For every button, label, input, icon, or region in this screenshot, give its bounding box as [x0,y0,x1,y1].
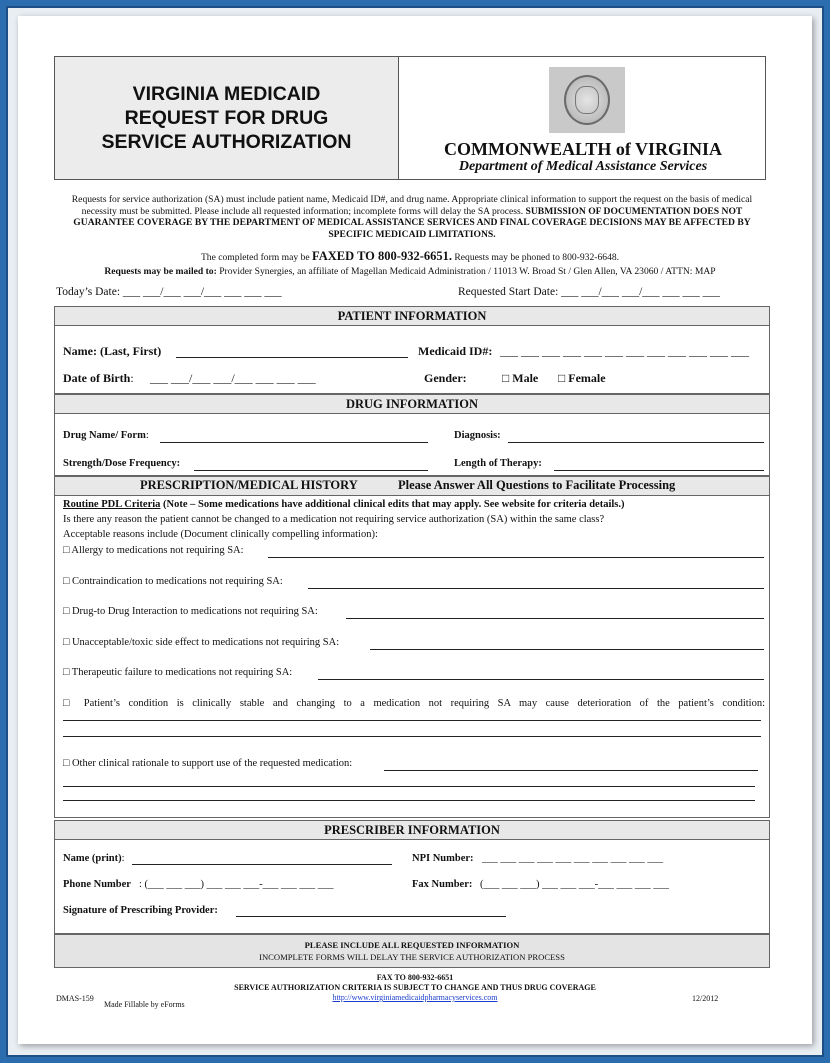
drug-name-label [63,430,149,441]
phone-input[interactable]: : (___ ___ ___) ___ ___ ___-___ ___ ___ ___ [139,879,334,890]
title-line-3: SERVICE AUTHORIZATION [101,131,352,153]
therapy-length-label: Length of Therapy: [454,458,542,469]
form-id: DMAS-159 [56,994,94,1003]
dob-input[interactable]: ___ ___/___ ___/___ ___ ___ ___ [150,371,316,385]
npi-input[interactable]: ___ ___ ___ ___ ___ ___ ___ ___ ___ ___ [482,853,664,864]
history-heading-right: Please Answer All Questions to Facilitate Processing [398,478,676,492]
form-header [54,56,766,180]
footer-notice [54,934,770,968]
female-checkbox[interactable]: □ Female [558,371,606,385]
footer-line-1: PLEASE INCLUDE ALL REQUESTED INFORMATION [304,940,520,950]
intro-text: Requests for service authorization (SA) must include patient name, Medicaid ID#, and drug name. Appropriate clinical information to support the request on the basis of medical necessity must be submitted. Please include all requested information; incomplete forms will delay the SA process. [71,194,753,217]
drug-interaction-input[interactable] [346,618,764,619]
prescriber-name-colon: : [121,853,125,864]
footer-fax: FAX TO 800-932-6651 [376,973,454,982]
org-name: COMMONWEALTH of VIRGINIA [443,139,723,159]
prescriber-name-input[interactable] [132,864,392,865]
therapeutic-failure-input[interactable] [318,679,764,680]
history-heading-left: PRESCRIPTION/MEDICAL HISTORY [140,478,358,492]
diagnosis-input[interactable] [508,442,764,443]
department-name: Department of Medical Assistance Services [458,159,708,174]
phone-label: Phone Number [63,879,131,890]
gender-label: Gender: [424,371,467,385]
fax-number: FAXED TO 800-932-6651. [312,249,452,263]
patient-name-input[interactable] [176,357,408,358]
footer-line-2: INCOMPLETE FORMS WILL DELAY THE SERVICE AUTHORIZATION PROCESS [259,952,565,962]
prescriber-heading: PRESCRIBER INFORMATION [54,820,770,840]
fax-prefix: The completed form may be [200,252,310,263]
fax-line [54,249,766,264]
medicaid-id-input[interactable]: ___ ___ ___ ___ ___ ___ ___ ___ ___ ___ ___ ___ [500,344,749,358]
diagnosis-label: Diagnosis: [454,430,501,441]
pdl-criteria-note: (Note – Some medications have additional clinical edits that may apply. See website for criteria details.) [160,499,625,510]
title-line-1: VIRGINIA MEDICAID [132,83,321,105]
strength-input[interactable] [194,470,428,471]
title-line-2: REQUEST FOR DRUG [124,107,329,129]
allergy-input[interactable] [268,557,764,558]
fax-input[interactable]: (___ ___ ___) ___ ___ ___-___ ___ ___ ___ [480,879,669,890]
mail-line [54,266,766,277]
npi-label: NPI Number: [412,853,474,864]
pdl-criteria-title: Routine PDL Criteria [63,499,161,510]
drug-name-input[interactable] [160,442,428,443]
drug-name-colon: : [145,430,149,441]
stable-condition-input-2[interactable] [63,736,761,737]
therapy-length-input[interactable] [554,470,764,471]
prescriber-name-label-text: Name (print) [63,853,122,864]
mail-address: Provider Synergies, an affiliate of Magellan Medicaid Administration / 11013 W. Broad St / Glen Allen, VA 23060 / ATTN: MAP [219,266,716,277]
website-link-text[interactable]: http://www.virginiamedicaidpharmacyservices.com [332,993,498,1002]
dob-colon: : [130,371,134,385]
dob-label [63,371,134,386]
patient-heading: PATIENT INFORMATION [54,306,770,326]
stable-condition-input-1[interactable] [63,720,761,721]
fax-label: Fax Number: [412,879,473,890]
todays-date-field[interactable]: Today’s Date: ___ ___/___ ___/___ ___ ___ ___ [56,286,282,298]
contraindication-checkbox[interactable]: □ Contraindication to medications not requiring SA: [63,576,283,587]
prescriber-name-label [63,853,125,864]
mail-label: Requests may be mailed to: [104,266,217,277]
drug-heading: DRUG INFORMATION [54,394,770,414]
other-rationale-input-1[interactable] [384,770,758,771]
reason-question: Is there any reason the patient cannot be changed to a medication not requiring service authorization (SA) within the same class? [63,514,605,525]
intro-paragraph [62,194,762,240]
patient-name-label: Name: (Last, First) [63,344,162,358]
signature-input[interactable] [236,916,506,917]
footer-criteria: SERVICE AUTHORIZATION CRITERIA IS SUBJECT TO CHANGE AND THUS DRUG COVERAGE [234,983,596,992]
other-rationale-input-2[interactable] [63,786,755,787]
phone-line: Requests may be phoned to 800-932-6648. [454,252,620,263]
made-fillable: Made Fillable by eForms [104,1000,185,1009]
side-effect-checkbox[interactable]: □ Unacceptable/toxic side effect to medications not requiring SA: [63,637,340,648]
form-page [18,16,812,1044]
state-seal-icon [549,67,625,133]
form-date: 12/2012 [692,994,719,1003]
drug-name-label-text: Drug Name/ Form [63,430,146,441]
dob-label-text: Date of Birth [63,371,131,385]
male-checkbox[interactable]: □ Male [502,371,539,385]
other-rationale-input-3[interactable] [63,800,755,801]
medicaid-id-label: Medicaid ID#: [418,344,493,358]
strength-label: Strength/Dose Frequency: [63,458,181,469]
form-title [55,57,399,179]
pdl-criteria-line [63,499,625,510]
requested-start-date-field[interactable]: Requested Start Date: ___ ___/___ ___/___ ___ ___ ___ [458,286,720,298]
other-rationale-checkbox[interactable]: □ Other clinical rationale to support use of the requested medication: [63,758,353,769]
therapeutic-failure-checkbox[interactable]: □ Therapeutic failure to medications not requiring SA: [63,667,293,678]
drug-interaction-checkbox[interactable]: □ Drug-to Drug Interaction to medications not requiring SA: [63,606,318,617]
intro-disclaimer: SUBMISSION OF DOCUMENTATION DOES NOT GUARANTEE COVERAGE BY THE DEPARTMENT OF MEDICAL ASSISTANCE SERVICES AND FINAL COVERAGE DECISIONS MAY BE AFFECTED BY SPECIFIC MEDICAID LIMITATIONS. [73,205,751,240]
contraindication-input[interactable] [308,588,764,589]
side-effect-input[interactable] [370,649,764,650]
stable-condition-checkbox[interactable]: □ Patient’s condition is clinically stable and changing to a medication not requiring SA may cause deterioration of the patient’s condition: [63,698,765,709]
allergy-checkbox[interactable]: □ Allergy to medications not requiring SA: [63,545,244,556]
acceptable-reasons: Acceptable reasons include (Document clinically compelling information): [63,529,378,540]
signature-label: Signature of Prescribing Provider: [63,905,218,916]
